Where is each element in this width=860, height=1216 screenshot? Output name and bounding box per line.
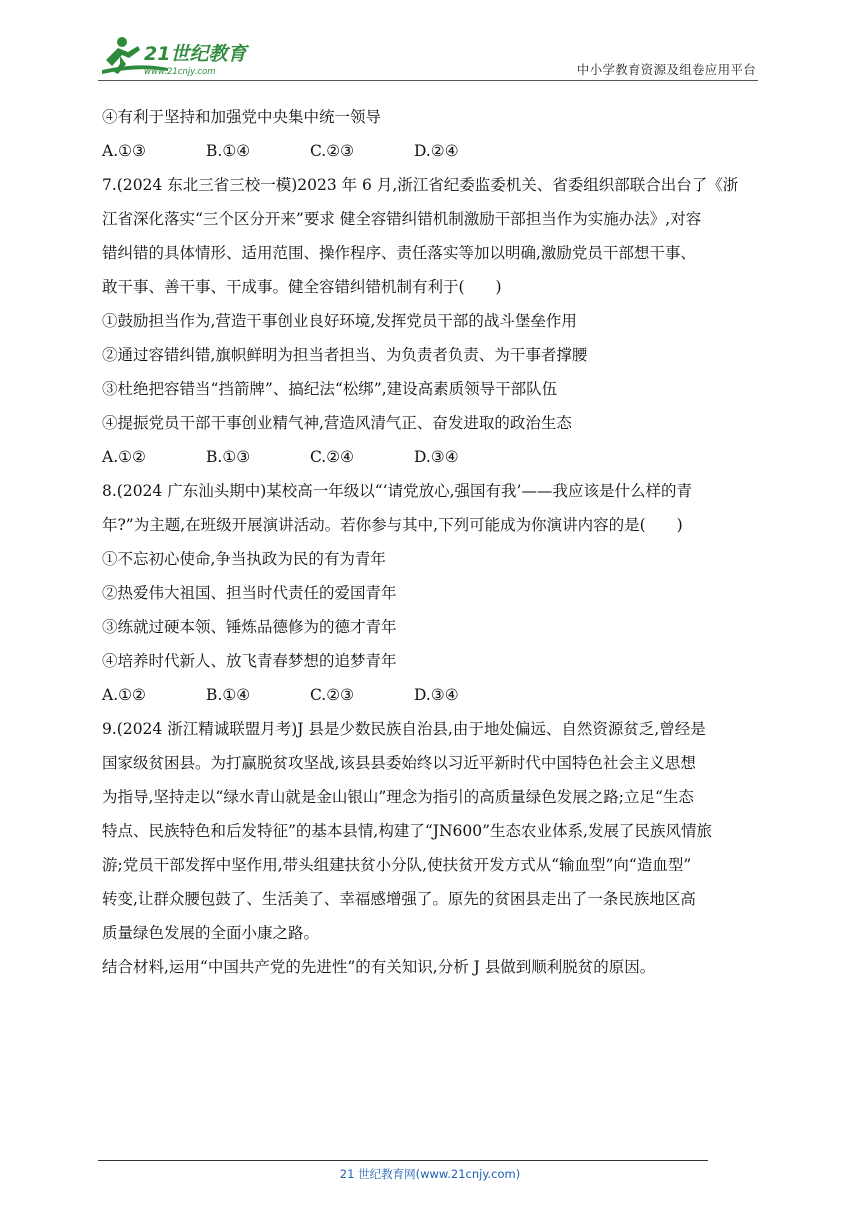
q7-item: ③杜绝把容错当“挡箭牌”、搞纪法“松绑”,建设高素质领导干部队伍 xyxy=(102,380,558,398)
q7-options xyxy=(102,440,762,474)
q8-stem-line: 年?”为主题,在班级开展演讲活动。若你参与其中,下列可能成为你演讲内容的是( ) xyxy=(102,516,683,534)
q9-stem-line: 游;党员干部发挥中坚作用,带头组建扶贫小分队,使扶贫开发方式从“输血型”向“造血型” xyxy=(102,856,692,874)
q8-item: ④培养时代新人、放飞青春梦想的追梦青年 xyxy=(102,652,397,670)
q7-option-d: D.③④ xyxy=(414,448,459,466)
page-header xyxy=(98,30,758,80)
q8-option-d: D.③④ xyxy=(414,686,459,704)
svg-text:www.21cnjy.com: www.21cnjy.com xyxy=(144,67,216,77)
header-divider xyxy=(98,80,758,81)
q6-option-d: D.②④ xyxy=(414,142,459,160)
q7-option-c: C.②④ xyxy=(310,448,355,466)
q8-option-b: B.①④ xyxy=(206,686,251,704)
q7-item: ①鼓励担当作为,营造干事创业良好环境,发挥党员干部的战斗堡垒作用 xyxy=(102,312,577,330)
q7-option-b: B.①③ xyxy=(206,448,251,466)
q7-option-a: A.①② xyxy=(102,448,146,466)
q8-stem-line: 8.(2024 广东汕头期中)某校高一年级以“‘请党放心,强国有我’——我应该是什么样的青 xyxy=(102,482,692,500)
q6-item-4: ④有利于坚持和加强党中央集中统一领导 xyxy=(102,108,382,126)
footer-source: 21 世纪教育网(www.21cnjy.com) xyxy=(339,1167,521,1181)
q7-stem-line: 7.(2024 东北三省三校一模)2023 年 6 月,浙江省纪委监委机关、省委组织部联合出台了《浙 xyxy=(102,176,739,194)
q6-option-b: B.①④ xyxy=(206,142,251,160)
q7-item: ④提振党员干部干事创业精气神,营造风清气正、奋发进取的政治生态 xyxy=(102,414,572,432)
q6-options xyxy=(102,134,762,168)
platform-name: 中小学教育资源及组卷应用平台 xyxy=(576,62,756,77)
question-content xyxy=(102,100,762,984)
site-logo xyxy=(98,34,268,78)
q8-option-c: C.②③ xyxy=(310,686,355,704)
q7-stem-line: 错纠错的具体情形、适用范围、操作程序、责任落实等加以明确,激励党员干部想干事、 xyxy=(102,244,696,262)
q8-option-a: A.①② xyxy=(102,686,146,704)
q9-stem-line: 特点、民族特色和后发特征”的基本县情,构建了“JN600”生态农业体系,发展了民族风情旅 xyxy=(102,822,712,840)
q7-stem-line: 敢干事、善干事、干成事。健全容错纠错机制有利于( ) xyxy=(102,278,502,296)
q7-stem-line: 江省深化落实“三个区分开来”要求 健全容错纠错机制激励干部担当作为实施办法》,对容 xyxy=(102,210,702,228)
q9-stem-line: 国家级贫困县。为打赢脱贫攻坚战,该县县委始终以习近平新时代中国特色社会主义思想 xyxy=(102,754,696,772)
q8-options xyxy=(102,678,762,712)
q9-stem-line: 转变,让群众腰包鼓了、生活美了、幸福感增强了。原先的贫困县走出了一条民族地区高 xyxy=(102,890,696,908)
q9-stem-line: 9.(2024 浙江精诚联盟月考)J 县是少数民族自治县,由于地处偏远、自然资源贫乏,曾经是 xyxy=(102,720,706,738)
q8-item: ③练就过硬本领、锤炼品德修为的德才青年 xyxy=(102,618,397,636)
q9-stem-line: 质量绿色发展的全面小康之路。 xyxy=(102,924,320,942)
q9-prompt: 结合材料,运用“中国共产党的先进性”的有关知识,分析 J 县做到顺利脱贫的原因。 xyxy=(102,958,656,976)
q9-stem-line: 为指导,坚持走以“绿水青山就是金山银山”理念为指引的高质量绿色发展之路;立足“生态 xyxy=(102,788,694,806)
q6-option-a: A.①③ xyxy=(102,142,146,160)
q8-item: ②热爱伟大祖国、担当时代责任的爱国青年 xyxy=(102,584,397,602)
svg-text:21世纪教育: 21世纪教育 xyxy=(144,43,247,65)
q8-item: ①不忘初心使命,争当执政为民的有为青年 xyxy=(102,550,386,568)
q6-option-c: C.②③ xyxy=(310,142,355,160)
footer-divider xyxy=(98,1160,708,1161)
q7-item: ②通过容错纠错,旗帜鲜明为担当者担当、为负责者负责、为干事者撑腰 xyxy=(102,346,588,364)
